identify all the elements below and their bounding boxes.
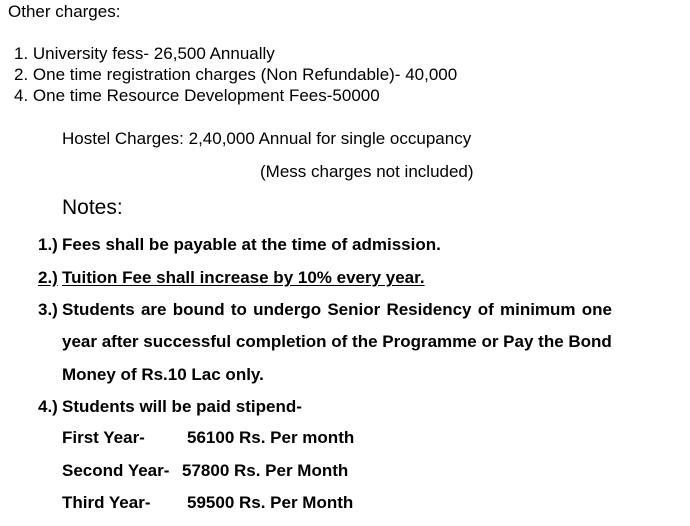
charge-item-university-fees: 1. University fess- 26,500 Annually bbox=[14, 44, 275, 63]
hostel-charges: Hostel Charges: 2,40,000 Annual for single occupancy bbox=[62, 129, 472, 148]
note-text: Students will be paid stipend- bbox=[62, 397, 302, 416]
stipend-amount: 59500 Rs. Per Month bbox=[187, 493, 354, 512]
note-number: 4.) bbox=[38, 397, 58, 416]
stipend-amount: 57800 Rs. Per Month bbox=[182, 461, 349, 480]
stipend-year-label: First Year- bbox=[62, 428, 145, 447]
charge-item-registration: 2. One time registration charges (Non Refundable)- 40,000 bbox=[14, 65, 458, 84]
note-number: 1.) bbox=[38, 235, 58, 254]
note-text: Tuition Fee shall increase by 10% every year. bbox=[62, 268, 425, 287]
mess-charges-note: (Mess charges not included) bbox=[260, 162, 474, 181]
other-charges-heading: Other charges: bbox=[8, 2, 121, 21]
note-number: 3.) bbox=[38, 300, 58, 319]
note-number: 2.) bbox=[38, 268, 58, 287]
note-text: Fees shall be payable at the time of admission. bbox=[62, 235, 441, 254]
note-text-line: Students are bound to undergo Senior Residency of minimum one bbox=[62, 300, 612, 319]
note-text-line: Money of Rs.10 Lac only. bbox=[62, 365, 264, 384]
stipend-amount: 56100 Rs. Per month bbox=[187, 428, 355, 447]
stipend-year-label: Second Year- bbox=[62, 461, 170, 480]
charge-item-resource-development: 4. One time Resource Development Fees-50000 bbox=[14, 86, 380, 105]
note-text-line: year after successful completion of the Programme or Pay the Bond bbox=[62, 332, 612, 351]
notes-title: Notes: bbox=[62, 196, 123, 219]
stipend-year-label: Third Year- bbox=[62, 493, 151, 512]
